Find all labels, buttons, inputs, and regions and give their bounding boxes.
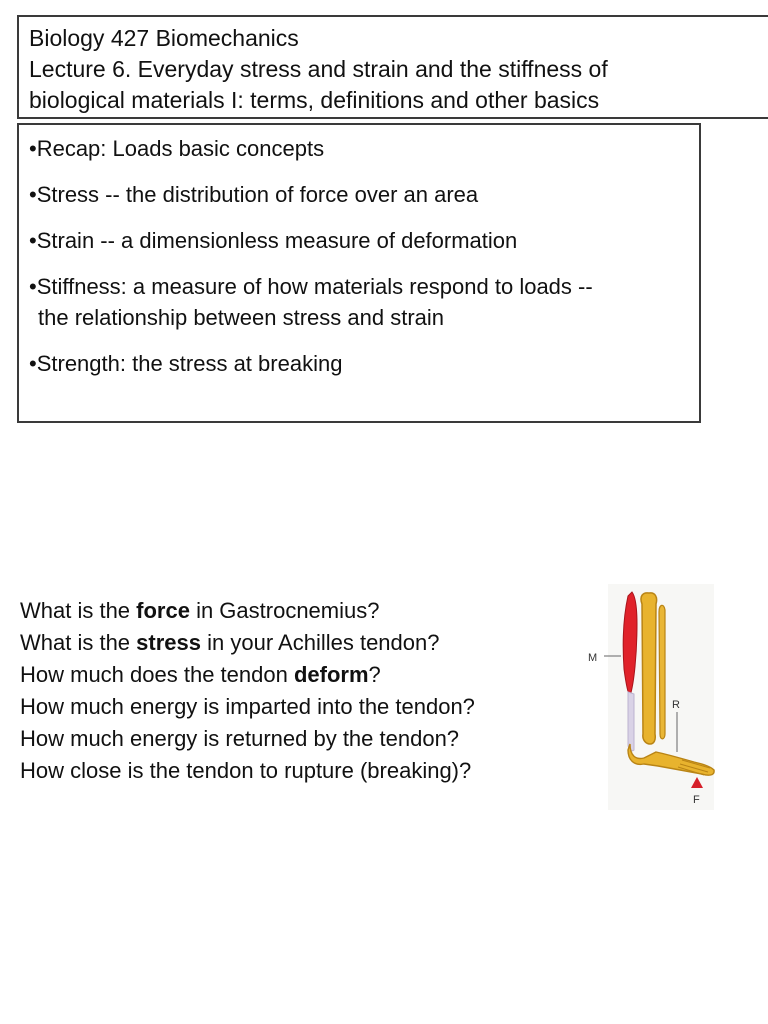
question-text: ? xyxy=(368,662,381,687)
course-title: Biology 427 Biomechanics xyxy=(29,25,299,51)
title-box xyxy=(17,15,768,119)
question-text: What is the xyxy=(20,598,137,623)
question-stress xyxy=(20,627,475,659)
question-text: How close is the tendon to rupture (breaking)? xyxy=(20,758,472,783)
question-text: How much energy is returned by the tendon? xyxy=(20,726,460,751)
lecture-title-line-2: biological materials I: terms, definitions and other basics xyxy=(29,87,600,113)
summary-item-recap xyxy=(29,133,699,164)
tibia-bone xyxy=(641,593,657,744)
achilles-tendon xyxy=(628,692,634,751)
question-list xyxy=(20,595,475,787)
question-text: How much does the tendon xyxy=(20,662,294,687)
question-energy-returned xyxy=(20,723,475,755)
summary-item-continuation: the relationship between stress and strain xyxy=(38,305,445,330)
label-r: R xyxy=(672,699,680,711)
summary-item-text: •Strain -- a dimensionless measure of deformation xyxy=(29,228,518,253)
summary-box xyxy=(17,123,701,423)
summary-item-stress xyxy=(29,179,699,210)
question-keyword: deform xyxy=(293,662,369,687)
summary-item-strain xyxy=(29,225,699,256)
lecture-title-line-1: Lecture 6. Everyday stress and strain and the stiffness of xyxy=(29,56,608,82)
question-text: in your Achilles tendon? xyxy=(201,630,440,655)
question-keyword: force xyxy=(136,598,190,623)
question-deform xyxy=(20,659,475,691)
question-rupture xyxy=(20,755,475,787)
question-force xyxy=(20,595,475,627)
fibula-bone xyxy=(659,605,665,739)
summary-item-text: •Strength: the stress at breaking xyxy=(29,351,343,376)
question-text: What is the xyxy=(20,630,137,655)
summary-item-text: •Recap: Loads basic concepts xyxy=(29,136,325,161)
summary-item-stiffness xyxy=(29,271,699,333)
question-text: in Gastrocnemius? xyxy=(189,598,380,623)
question-keyword: stress xyxy=(136,630,201,655)
question-text: How much energy is imparted into the tendon? xyxy=(20,694,475,719)
label-m: M xyxy=(588,652,598,664)
summary-item-strength xyxy=(29,348,699,379)
leg-figure xyxy=(584,584,718,810)
summary-item-text: •Stress -- the distribution of force over an area xyxy=(29,182,479,207)
question-energy-imparted xyxy=(20,691,475,723)
summary-item-text: •Stiffness: a measure of how materials respond to loads -- xyxy=(29,274,593,299)
label-f: F xyxy=(693,794,700,806)
